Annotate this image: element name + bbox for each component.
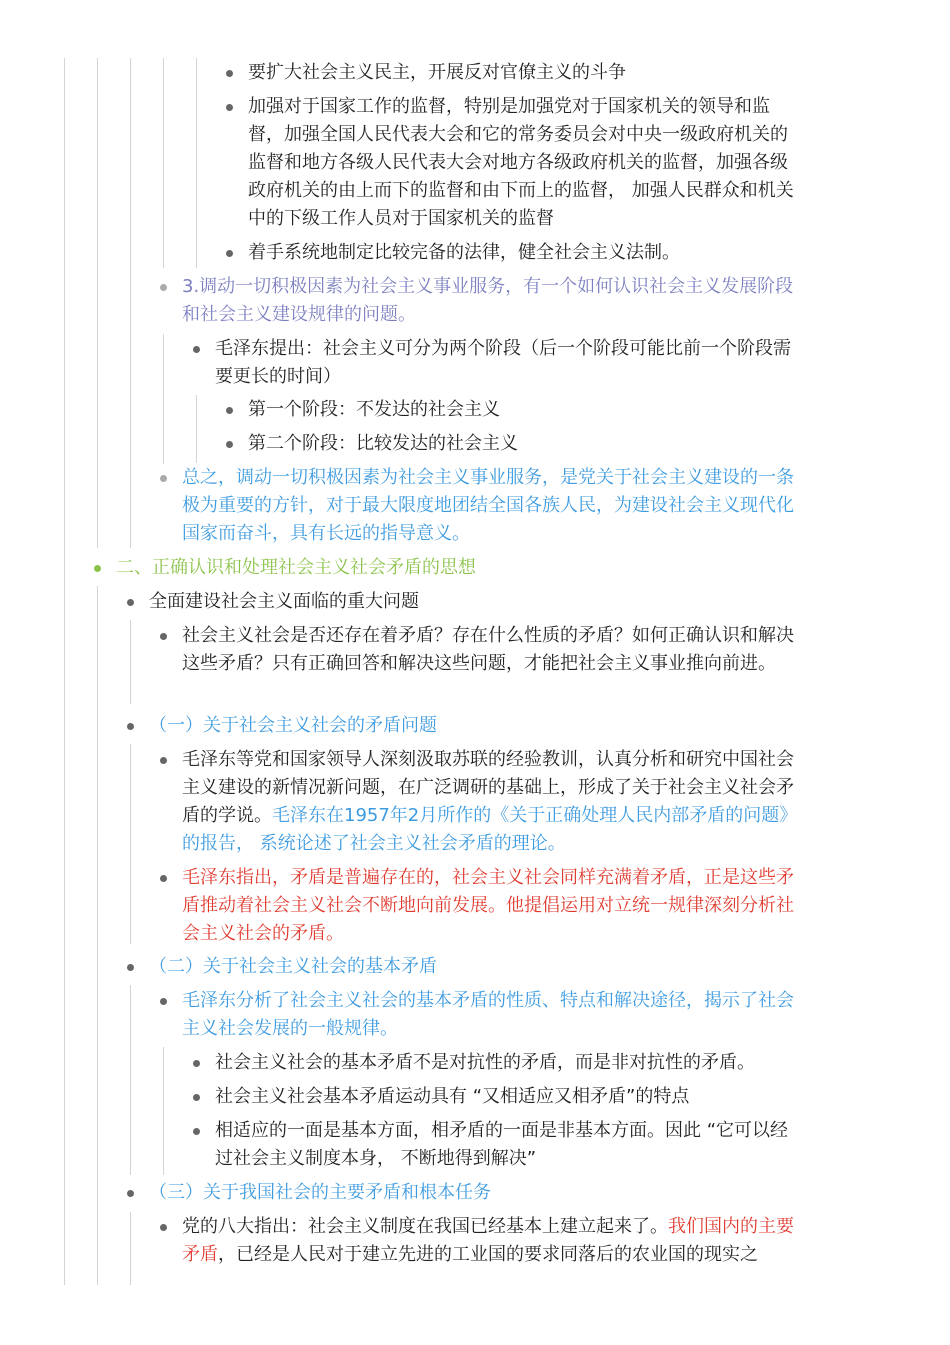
outline-guide-line xyxy=(64,58,65,1285)
list-item xyxy=(215,1049,802,1077)
list-item-text: 总之，调动一切积极因素为社会主义事业服务，是党关于社会主义建设的一条极为重要的方针，对于最大限度地团结全国各族人民，为建设社会主义现代化国家而奋斗，具有长远的指导意义。 xyxy=(182,467,794,544)
list-item-text-part: 毛泽东等党和国家领导人深刻汲取苏联的经验教训，认真分析和研究中国社会主义建设的新情况新问题，在广泛调研的基础上，形成了关于社会主义社会矛盾的学说。 xyxy=(182,749,794,826)
list-item-text: 社会主义社会基本矛盾运动具有 “又相适应又相矛盾”的特点 xyxy=(215,1086,690,1107)
list-item xyxy=(248,396,802,424)
list-item xyxy=(248,239,802,267)
list-item-text: 毛泽东分析了社会主义社会的基本矛盾的性质、特点和解决途径，揭示了社会主义社会发展的一般规律。 xyxy=(182,990,794,1039)
list-item xyxy=(215,335,802,391)
outline-guide-line xyxy=(130,58,131,548)
outline-guide-line xyxy=(163,1047,164,1175)
list-item-text: 社会主义社会是否还存在着矛盾？存在什么性质的矛盾？如何正确认识和解决这些矛盾？只有正确回答和解决这些问题，才能把社会主义事业推向前进。 xyxy=(182,625,794,674)
list-item xyxy=(248,59,802,87)
subsection-heading-text: （一）关于社会主义社会的矛盾问题 xyxy=(149,715,437,736)
list-item xyxy=(182,1213,802,1269)
bullet-icon xyxy=(160,284,167,291)
list-item-text: 第二个阶段：比较发达的社会主义 xyxy=(248,433,518,454)
subsection-heading xyxy=(149,712,802,740)
list-item xyxy=(215,1117,802,1173)
bullet-icon xyxy=(127,964,134,971)
outline-guide-line xyxy=(196,395,197,463)
highlight-text: 我们国内的主要矛盾 xyxy=(182,1216,794,1265)
list-item-text: 毛泽东提出：社会主义可分为两个阶段（后一个阶段可能比前一个阶段需要更长的时间） xyxy=(215,338,791,387)
list-item xyxy=(149,588,802,616)
bullet-icon xyxy=(226,407,233,414)
bullet-icon xyxy=(226,250,233,257)
outline-guide-line xyxy=(97,586,98,1285)
outline-guide-line xyxy=(163,334,164,464)
list-item-text: 社会主义社会的基本矛盾不是对抗性的矛盾，而是非对抗性的矛盾。 xyxy=(215,1052,755,1073)
list-item-text: 全面建设社会主义面临的重大问题 xyxy=(149,591,419,612)
list-item-text: 加强对于国家工作的监督，特别是加强党对于国家机关的领导和监督，加强全国人民代表大会和它的常务委员会对中央一级政府机关的监督和地方各级人民代表大会对地方各级政府机关的监督，加强各级政府机关的由上而下的监督和由下而上的监督， 加强人民群众和机关中的下级工作人员对于国家机关的监督 xyxy=(248,96,794,229)
bullet-icon xyxy=(193,1128,200,1135)
list-item-text-part: 党的八大指出：社会主义制度在我国已经基本上建立起来了。 xyxy=(182,1216,668,1237)
bullet-icon xyxy=(226,70,233,77)
list-item-text: 相适应的一面是基本方面，相矛盾的一面是非基本方面。因此 “它可以经过社会主义制度本身， 不断地得到解决” xyxy=(215,1120,789,1169)
bullet-icon xyxy=(94,565,101,572)
list-item xyxy=(182,864,802,948)
list-item xyxy=(248,93,802,233)
section-heading xyxy=(116,554,802,582)
list-item xyxy=(182,464,802,548)
bullet-icon xyxy=(160,998,167,1005)
highlight-text: 毛泽东在1957年2月所作的《关于正确处理人民内部矛盾的问题》的报告， 系统论述了社会主义社会矛盾的理论。 xyxy=(182,805,798,854)
list-item-text: 着手系统地制定比较完备的法律，健全社会主义法制。 xyxy=(248,242,680,263)
bullet-icon xyxy=(160,633,167,640)
subsection-heading xyxy=(149,1179,802,1207)
subsection-heading-text: （二）关于社会主义社会的基本矛盾 xyxy=(149,956,437,977)
outline-guide-line xyxy=(130,744,131,944)
bullet-icon xyxy=(127,599,134,606)
bullet-icon xyxy=(226,441,233,448)
list-item-text: 第一个阶段：不发达的社会主义 xyxy=(248,399,500,420)
outline-guide-line xyxy=(130,1212,131,1285)
list-item xyxy=(215,1083,802,1111)
list-item-text: 毛泽东指出，矛盾是普遍存在的，社会主义社会同样充满着矛盾，正是这些矛盾推动着社会主义社会不断地向前发展。他提倡运用对立统一规律深刻分析社会主义社会的矛盾。 xyxy=(182,867,794,944)
subsection-heading xyxy=(149,953,802,981)
bullet-icon xyxy=(160,757,167,764)
section-heading-text: 二、正确认识和处理社会主义社会矛盾的思想 xyxy=(116,557,476,578)
list-item-text: 要扩大社会主义民主，开展反对官僚主义的斗争 xyxy=(248,62,626,83)
bullet-icon xyxy=(160,875,167,882)
outline-guide-line xyxy=(196,58,197,268)
list-item xyxy=(182,622,802,678)
list-item-text-part: ，已经是人民对于建立先进的工业国的要求同落后的农业国的现实之 xyxy=(218,1244,758,1265)
bullet-icon xyxy=(193,1060,200,1067)
bullet-icon xyxy=(127,1190,134,1197)
list-item xyxy=(182,273,802,329)
outline-guide-line xyxy=(163,58,164,268)
outline-guide-line xyxy=(130,985,131,1175)
list-item xyxy=(182,987,802,1043)
list-item-text xyxy=(182,1213,802,1269)
bullet-icon xyxy=(193,346,200,353)
list-item-text xyxy=(182,746,802,858)
bullet-icon xyxy=(226,104,233,111)
bullet-icon xyxy=(160,1224,167,1231)
bullet-icon xyxy=(193,1094,200,1101)
outline-guide-line xyxy=(130,620,131,704)
list-item-text: 3.调动一切积极因素为社会主义事业服务，有一个如何认识社会主义发展阶段和社会主义建设规律的问题。 xyxy=(182,276,794,325)
subsection-heading-text: （三）关于我国社会的主要矛盾和根本任务 xyxy=(149,1182,491,1203)
outline-guide-line xyxy=(97,58,98,548)
list-item xyxy=(182,746,802,858)
bullet-icon xyxy=(160,475,167,482)
list-item xyxy=(248,430,802,458)
bullet-icon xyxy=(127,723,134,730)
